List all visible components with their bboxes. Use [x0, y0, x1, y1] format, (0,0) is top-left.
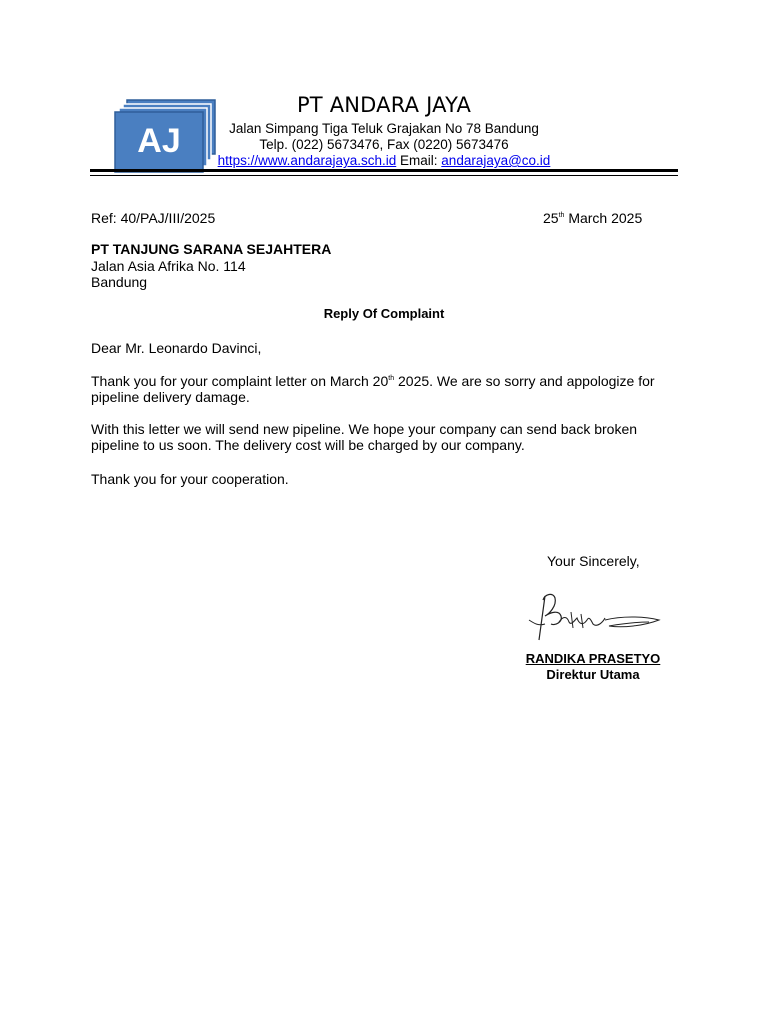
paragraph-1-suffix: th	[388, 375, 395, 382]
paragraph-1-start: Thank you for your complaint letter on March 20	[91, 373, 389, 389]
paragraph-1-end: 2025. We are so sorry and appologize for pipeline delivery damage.	[91, 373, 655, 405]
company-address: Jalan Simpang Tiga Teluk Grajakan No 78 Bandung	[229, 121, 539, 136]
recipient-city: Bandung	[91, 274, 148, 290]
signer-title: Direktur Utama	[546, 667, 640, 682]
email-link[interactable]: andarajaya@co.id	[441, 153, 551, 168]
signer-name: RANDIKA PRASETYO	[525, 651, 661, 666]
paragraph-3: Thank you for your cooperation.	[91, 471, 289, 487]
header-divider-thick	[90, 169, 678, 172]
recipient-street: Jalan Asia Afrika No. 114	[91, 258, 246, 274]
reference-number: Ref: 40/PAJ/III/2025	[91, 210, 216, 226]
closing: Your Sincerely,	[547, 553, 640, 569]
salutation: Dear Mr. Leonardo Davinci,	[91, 340, 262, 356]
website-link[interactable]: https://www.andarajaya.sch.id	[217, 153, 397, 168]
company-phone-fax: Telp. (022) 5673476, Fax (0220) 5673476	[259, 137, 509, 152]
letter-date	[543, 210, 642, 226]
company-contact	[200, 153, 568, 169]
email-label: Email:	[400, 153, 438, 168]
date-day: 25	[543, 210, 559, 226]
recipient-name: PT TANJUNG SARANA SEJAHTERA	[91, 241, 332, 257]
paragraph-2: With this letter we will send new pipeline. We hope your company can send back broken pipeline to us soon. The delivery cost will be charged by our company.	[91, 421, 638, 453]
paragraph-1	[91, 373, 671, 405]
logo-text: AJ	[137, 122, 181, 160]
company-name: PT ANDARA JAYA	[296, 93, 472, 117]
handwritten-signature	[525, 590, 665, 646]
date-rest: March 2025	[568, 210, 643, 226]
header-divider-thin	[90, 175, 678, 176]
letter-subject: Reply Of Complaint	[323, 306, 445, 321]
date-suffix: th	[558, 212, 565, 219]
